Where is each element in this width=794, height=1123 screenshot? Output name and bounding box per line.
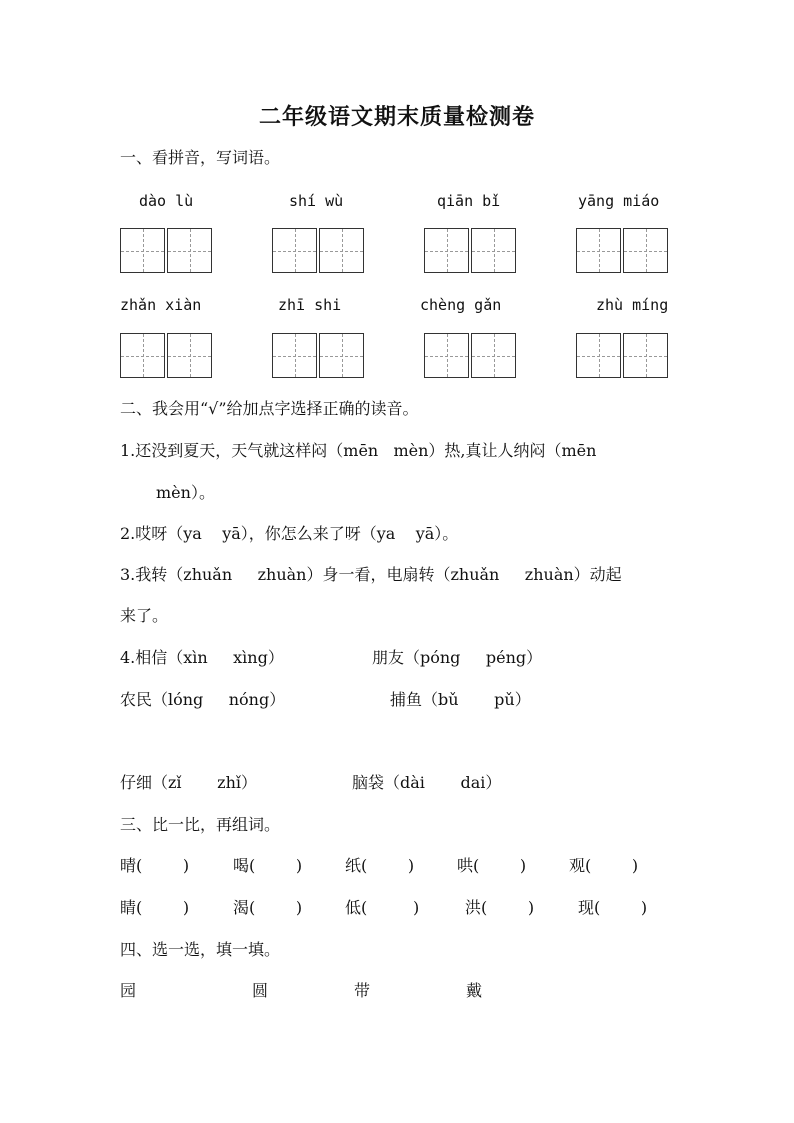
tian-cell[interactable] <box>120 228 165 273</box>
choice-word-2: 圆 <box>252 981 269 1000</box>
question-3-line-2: 来了。 <box>120 606 169 625</box>
pinyin-2-2: zhī shi <box>278 296 342 314</box>
tian-cell[interactable] <box>272 333 317 378</box>
tian-cell[interactable] <box>623 228 668 273</box>
question-4-nongmin: 农民（lóng nóng） <box>120 690 286 709</box>
section2-heading: 二、我会用“√”给加点字选择正确的读音。 <box>120 399 419 418</box>
question-4-zixi: 仔细（zǐ zhǐ） <box>120 773 258 792</box>
writing-grid-4[interactable] <box>576 228 668 273</box>
tian-cell[interactable] <box>319 228 364 273</box>
tian-cell[interactable] <box>576 228 621 273</box>
section3-heading: 三、比一比，再组词。 <box>120 815 281 834</box>
question-1-line-2: mèn）。 <box>156 483 215 502</box>
tian-cell[interactable] <box>167 333 212 378</box>
writing-grid-6[interactable] <box>272 333 364 378</box>
writing-grid-1[interactable] <box>120 228 212 273</box>
section4-heading: 四、选一选，填一填。 <box>120 940 281 959</box>
writing-grid-5[interactable] <box>120 333 212 378</box>
compare-1-2: 喝( ) <box>233 856 303 875</box>
tian-cell[interactable] <box>471 228 516 273</box>
writing-grid-3[interactable] <box>424 228 516 273</box>
question-4-xiangxin: 4.相信（xìn xìng） <box>120 648 284 667</box>
compare-1-4: 哄( ) <box>457 856 527 875</box>
question-2: 2.哎呀（ya yā），你怎么来了呀（ya yā）。 <box>120 524 459 543</box>
pinyin-1-3: qiān bǐ <box>437 192 501 210</box>
compare-2-2: 渴( ) <box>233 898 303 917</box>
question-3-line-1: 3.我转（zhuǎn zhuàn）身一看，电扇转（zhuǎn zhuàn）动起 <box>120 565 622 584</box>
question-4-pengyou: 朋友（póng péng） <box>372 648 543 667</box>
pinyin-2-3: chèng gǎn <box>420 296 502 314</box>
question-1-line-1: 1.还没到夏天，天气就这样闷（mēn mèn）热,真让人纳闷（mēn <box>120 441 597 460</box>
pinyin-1-1: dào lù <box>139 192 194 210</box>
tian-cell[interactable] <box>272 228 317 273</box>
compare-1-5: 观( ) <box>569 856 639 875</box>
choice-word-4: 戴 <box>466 981 483 1000</box>
compare-2-1: 睛( ) <box>120 898 190 917</box>
tian-cell[interactable] <box>424 333 469 378</box>
writing-grid-8[interactable] <box>576 333 668 378</box>
tian-cell[interactable] <box>576 333 621 378</box>
compare-2-4: 洪( ) <box>465 898 535 917</box>
compare-1-1: 晴( ) <box>120 856 190 875</box>
tian-cell[interactable] <box>424 228 469 273</box>
pinyin-2-1: zhǎn xiàn <box>120 296 202 314</box>
compare-1-3: 纸( ) <box>345 856 415 875</box>
pinyin-2-4: zhù míng <box>596 296 669 314</box>
choice-word-3: 带 <box>354 981 371 1000</box>
compare-2-3: 低( ) <box>345 898 420 917</box>
compare-2-5: 现( ) <box>578 898 648 917</box>
tian-cell[interactable] <box>471 333 516 378</box>
question-4-buyu: 捕鱼（bǔ pǔ） <box>390 690 531 709</box>
pinyin-1-4: yāng miáo <box>578 192 660 210</box>
writing-grid-2[interactable] <box>272 228 364 273</box>
tian-cell[interactable] <box>623 333 668 378</box>
choice-word-1: 园 <box>120 981 137 1000</box>
question-4-naodai: 脑袋（dài dai） <box>352 773 502 792</box>
tian-cell[interactable] <box>120 333 165 378</box>
pinyin-1-2: shí wù <box>289 192 344 210</box>
page-title: 二年级语文期末质量检测卷 <box>258 104 535 130</box>
writing-grid-7[interactable] <box>424 333 516 378</box>
tian-cell[interactable] <box>167 228 212 273</box>
tian-cell[interactable] <box>319 333 364 378</box>
section1-heading: 一、看拼音，写词语。 <box>120 148 281 167</box>
